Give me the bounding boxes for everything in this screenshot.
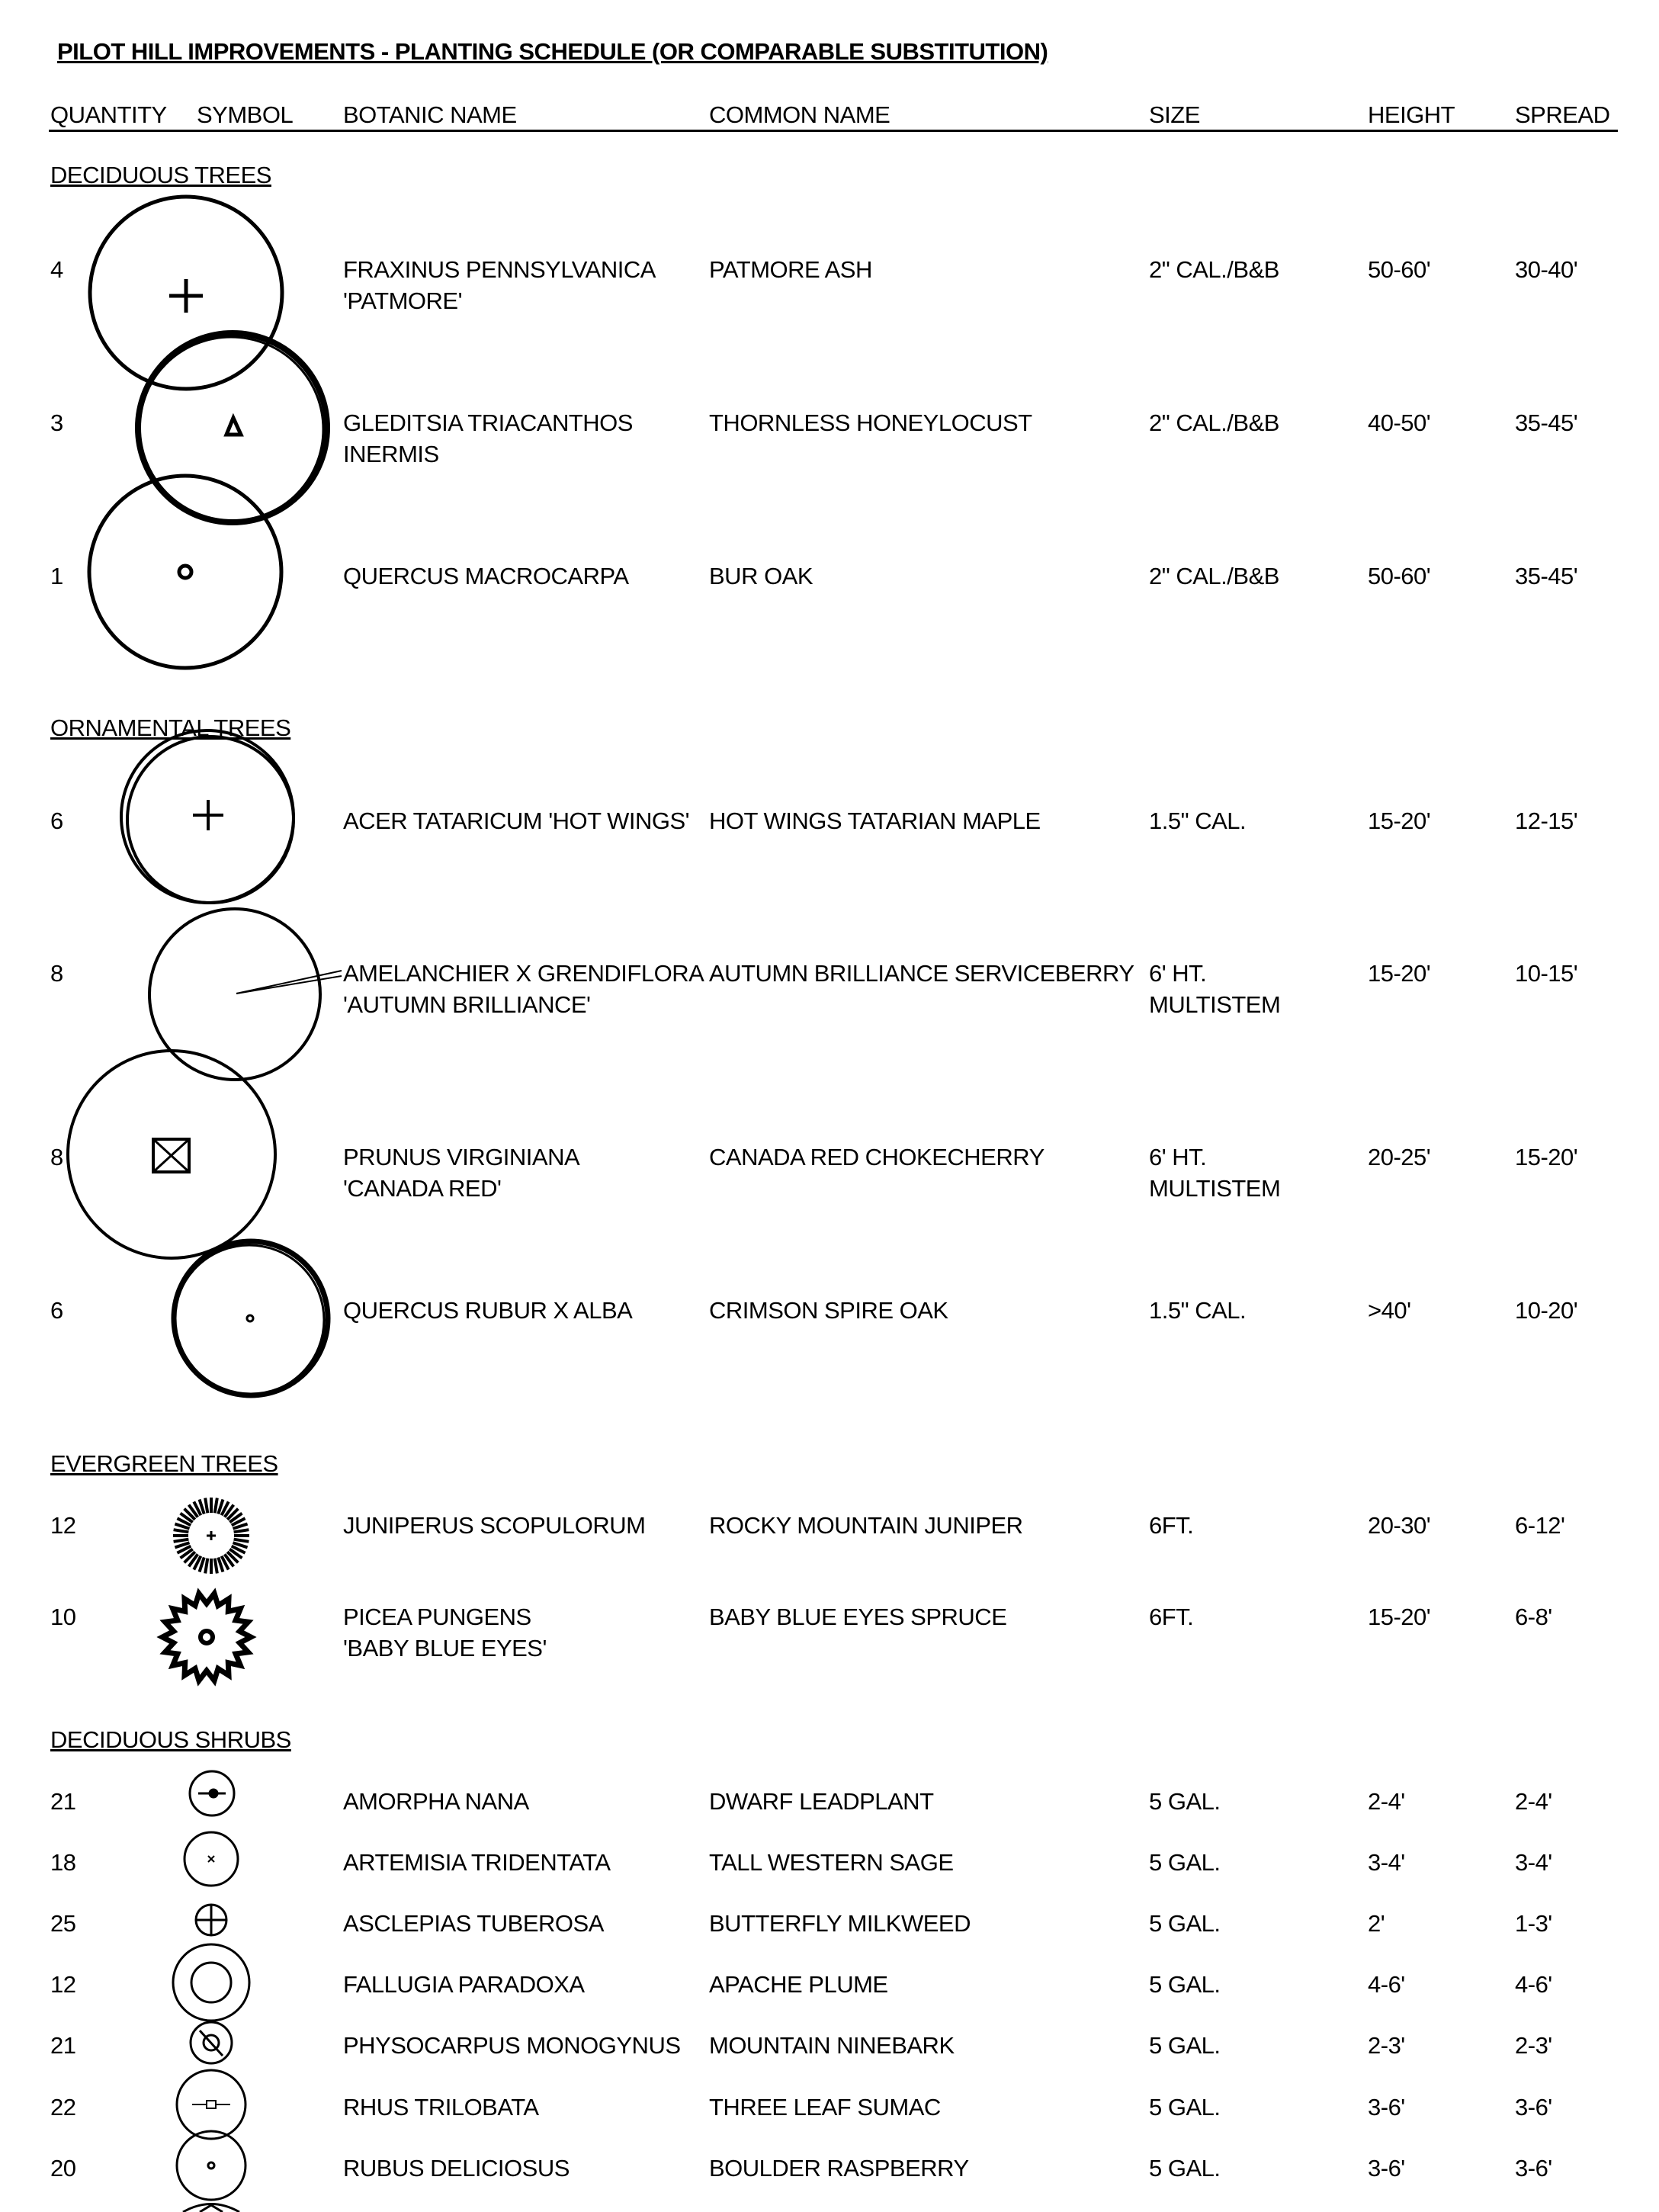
row-botanic-name-line2: INERMIS: [343, 441, 439, 467]
large-circle-dot-icon: [89, 476, 281, 668]
row-height: 3-6': [1368, 2155, 1405, 2182]
row-height: 15-20': [1368, 960, 1431, 987]
row-quantity: 8: [50, 960, 63, 987]
circle-slash-icon: [191, 2022, 232, 2063]
row-spread: 4-6': [1515, 1971, 1552, 1998]
row-size-line2: MULTISTEM: [1149, 991, 1281, 1018]
row-height: >40': [1368, 1297, 1411, 1324]
row-spread: 35-45': [1515, 409, 1578, 436]
header-common-name: COMMON NAME: [709, 101, 890, 128]
radial-ticks-icon: [173, 1498, 249, 1574]
row-size: 6FT.: [1149, 1512, 1194, 1539]
row-common-name: PATMORE ASH: [709, 256, 872, 283]
row-height: 20-25': [1368, 1144, 1431, 1170]
row-botanic-name: FRAXINUS PENNSYLVANICA: [343, 256, 656, 283]
row-botanic-name: ARTEMISIA TRIDENTATA: [343, 1849, 611, 1876]
row-quantity: 12: [50, 1512, 76, 1539]
row-quantity: 12: [50, 1971, 76, 1998]
large-circle-plus-icon: [90, 197, 282, 389]
concentric-circles-icon: [173, 1944, 249, 2021]
row-size: 5 GAL.: [1149, 2155, 1221, 2182]
row-quantity: 3: [50, 409, 63, 436]
row-botanic-name: ASCLEPIAS TUBEROSA: [343, 1910, 604, 1937]
row-botanic-name: RUBUS DELICIOSUS: [343, 2155, 570, 2182]
row-quantity: 20: [50, 2155, 76, 2182]
row-quantity: 8: [50, 1144, 63, 1170]
row-common-name: AUTUMN BRILLIANCE SERVICEBERRY: [709, 960, 1134, 987]
row-size: 2" CAL./B&B: [1149, 563, 1279, 589]
row-common-name: THORNLESS HONEYLOCUST: [709, 409, 1032, 436]
row-quantity: 6: [50, 807, 63, 834]
row-spread: 2-4': [1515, 1788, 1552, 1815]
row-height: 3-6': [1368, 2094, 1405, 2121]
row-spread: 10-20': [1515, 1297, 1578, 1324]
row-size: 5 GAL.: [1149, 1971, 1221, 1998]
row-botanic-name: AMELANCHIER X GRENDIFLORA: [343, 960, 704, 987]
row-size: 5 GAL.: [1149, 1788, 1221, 1815]
row-botanic-name: GLEDITSIA TRIACANTHOS: [343, 409, 633, 436]
row-size: 5 GAL.: [1149, 1849, 1221, 1876]
wavy-circle-triangle-icon: [138, 333, 327, 522]
row-size: 5 GAL.: [1149, 2032, 1221, 2059]
shrub-dot-dash-icon: [190, 1771, 234, 1816]
row-common-name: BUTTERFLY MILKWEED: [709, 1910, 971, 1937]
row-height: 2-4': [1368, 1788, 1405, 1815]
row-common-name: THREE LEAF SUMAC: [709, 2094, 941, 2121]
section-deciduous-trees: DECIDUOUS TREES: [50, 162, 271, 188]
section-evergreen-trees: EVERGREEN TREES: [50, 1450, 278, 1477]
circle-small-dot-icon: [177, 2131, 245, 2200]
row-size: 1.5" CAL.: [1149, 807, 1247, 834]
row-height: 15-20': [1368, 807, 1431, 834]
row-height: 3-4': [1368, 1849, 1405, 1876]
row-spread: 3-6': [1515, 2094, 1552, 2121]
header-height: HEIGHT: [1368, 101, 1455, 128]
section-deciduous-shrubs: DECIDUOUS SHRUBS: [50, 1726, 291, 1753]
row-quantity: 4: [50, 256, 63, 283]
circle-box-line-icon: [177, 2070, 245, 2139]
row-spread: 35-45': [1515, 563, 1578, 589]
row-height: 2': [1368, 1910, 1385, 1937]
page-title: PILOT HILL IMPROVEMENTS - PLANTING SCHEDULE (OR COMPARABLE SUBSTITUTION): [57, 38, 1048, 65]
header-size: SIZE: [1149, 101, 1200, 128]
circle-crossed-box-icon: [68, 1051, 275, 1258]
gear-icon: [162, 1594, 251, 1681]
row-quantity: 21: [50, 2032, 76, 2059]
row-common-name: ROCKY MOUNTAIN JUNIPER: [709, 1512, 1023, 1539]
row-spread: 10-15': [1515, 960, 1578, 987]
row-botanic-name-line2: 'AUTUMN BRILLIANCE': [343, 991, 591, 1018]
row-spread: 6-8': [1515, 1604, 1552, 1630]
row-size: 6FT.: [1149, 1604, 1194, 1630]
row-height: 20-30': [1368, 1512, 1431, 1539]
row-quantity: 25: [50, 1910, 76, 1937]
row-size: 2" CAL./B&B: [1149, 256, 1279, 283]
row-quantity: 1: [50, 563, 63, 589]
header-quantity: QUANTITY: [50, 101, 167, 128]
row-common-name: APACHE PLUME: [709, 1971, 888, 1998]
row-botanic-name: JUNIPERUS SCOPULORUM: [343, 1512, 646, 1539]
row-botanic-name-line2: 'CANADA RED': [343, 1175, 502, 1202]
row-botanic-name: FALLUGIA PARADOXA: [343, 1971, 585, 1998]
row-spread: 3-4': [1515, 1849, 1552, 1876]
row-quantity: 22: [50, 2094, 76, 2121]
row-botanic-name: PRUNUS VIRGINIANA: [343, 1144, 580, 1170]
row-quantity: 6: [50, 1297, 63, 1324]
header-symbol: SYMBOL: [197, 101, 294, 128]
row-botanic-name: PHYSOCARPUS MONOGYNUS: [343, 2032, 681, 2059]
row-botanic-name: PICEA PUNGENS: [343, 1604, 531, 1630]
partial-symbol-icon: [183, 2204, 239, 2212]
row-common-name: DWARF LEADPLANT: [709, 1788, 934, 1815]
row-spread: 30-40': [1515, 256, 1578, 283]
row-quantity: 21: [50, 1788, 76, 1815]
double-circle-plus-icon: [121, 730, 294, 903]
row-common-name: MOUNTAIN NINEBARK: [709, 2032, 955, 2059]
header-botanic-name: BOTANIC NAME: [343, 101, 517, 128]
row-height: 40-50': [1368, 409, 1431, 436]
row-height: 4-6': [1368, 1971, 1405, 1998]
row-spread: 15-20': [1515, 1144, 1578, 1170]
section-ornamental-trees: ORNAMENTAL TREES: [50, 714, 291, 741]
header-spread: SPREAD: [1515, 101, 1610, 128]
row-common-name: BABY BLUE EYES SPRUCE: [709, 1604, 1007, 1630]
row-botanic-name: QUERCUS MACROCARPA: [343, 563, 629, 589]
row-size: 5 GAL.: [1149, 1910, 1221, 1937]
row-height: 2-3': [1368, 2032, 1405, 2059]
row-size-line2: MULTISTEM: [1149, 1175, 1281, 1202]
row-common-name: CANADA RED CHOKECHERRY: [709, 1144, 1044, 1170]
row-quantity: 18: [50, 1849, 76, 1876]
row-size: 6' HT.: [1149, 960, 1207, 987]
row-spread: 6-12': [1515, 1512, 1565, 1539]
shrub-x-icon: [185, 1832, 238, 1886]
row-height: 50-60': [1368, 563, 1431, 589]
row-botanic-name: ACER TATARICUM 'HOT WINGS': [343, 807, 690, 834]
row-common-name: TALL WESTERN SAGE: [709, 1849, 954, 1876]
wavy-circle-dot-icon: [174, 1241, 328, 1395]
row-height: 15-20': [1368, 1604, 1431, 1630]
row-size: 6' HT.: [1149, 1144, 1207, 1170]
row-size: 2" CAL./B&B: [1149, 409, 1279, 436]
row-botanic-name: RHUS TRILOBATA: [343, 2094, 539, 2121]
row-botanic-name-line2: 'PATMORE': [343, 287, 463, 314]
circle-cross-icon: [196, 1905, 226, 1935]
row-botanic-name: QUERCUS RUBUR X ALBA: [343, 1297, 633, 1324]
row-common-name: HOT WINGS TATARIAN MAPLE: [709, 807, 1041, 834]
row-botanic-name: AMORPHA NANA: [343, 1788, 529, 1815]
row-spread: 2-3': [1515, 2032, 1552, 2059]
row-common-name: BOULDER RASPBERRY: [709, 2155, 969, 2182]
row-common-name: BUR OAK: [709, 563, 813, 589]
row-height: 50-60': [1368, 256, 1431, 283]
circle-leader-icon: [149, 909, 342, 1080]
row-size: 5 GAL.: [1149, 2094, 1221, 2121]
row-spread: 12-15': [1515, 807, 1578, 834]
row-quantity: 10: [50, 1604, 76, 1630]
row-size: 1.5" CAL.: [1149, 1297, 1247, 1324]
row-spread: 1-3': [1515, 1910, 1552, 1937]
row-spread: 3-6': [1515, 2155, 1552, 2182]
row-common-name: CRIMSON SPIRE OAK: [709, 1297, 948, 1324]
row-botanic-name-line2: 'BABY BLUE EYES': [343, 1635, 547, 1661]
